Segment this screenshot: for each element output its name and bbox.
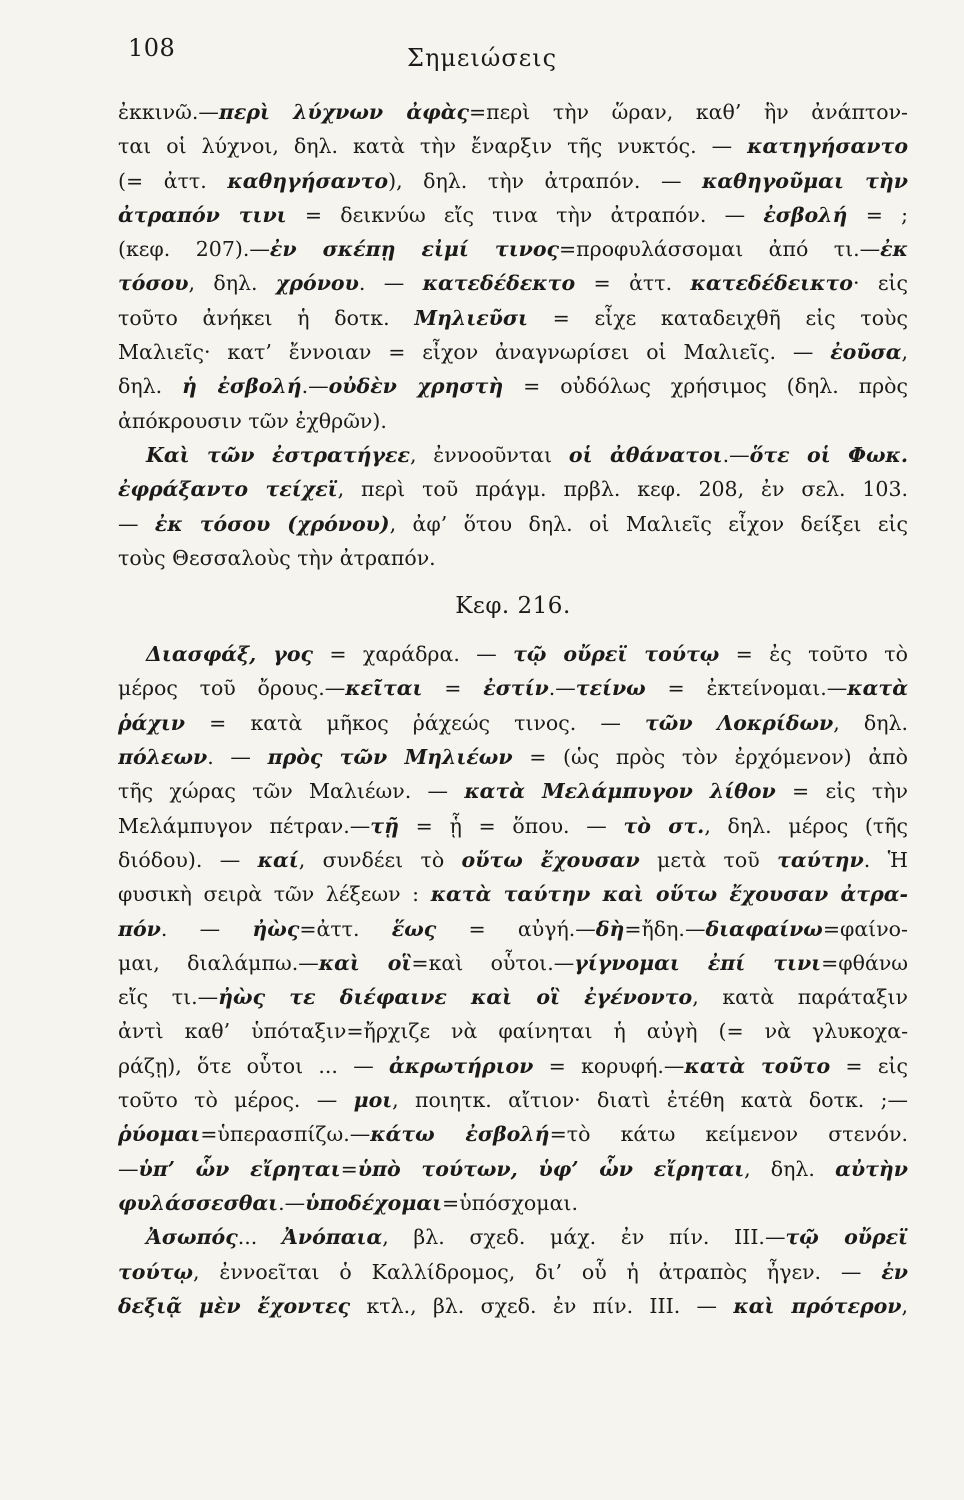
gloss-text: = κορυφή.— [533, 1053, 685, 1078]
gloss-text: (κεφ. 207).— [118, 237, 270, 262]
gloss-text: μετὰ τοῦ [639, 847, 778, 872]
lemma-term: κεῖται [345, 676, 423, 701]
lemma-term: ἠὼς τε διέφαινε καὶ οἳ ἐγένοντο [218, 985, 693, 1010]
gloss-text: = ἐς τοῦτο τὸ [719, 642, 908, 667]
gloss-text: . Ἡ [863, 847, 908, 872]
text-line [118, 335, 908, 369]
gloss-text: τῆς χώρας τῶν Μαλιέων. — [118, 779, 465, 804]
gloss-text: , δηλ. [188, 271, 276, 296]
lemma-term: Διασφάξ, γος [146, 642, 313, 667]
text-line [118, 369, 908, 403]
gloss-text: = ἀττ. [575, 271, 691, 296]
lemma-term: τούτῳ [118, 1259, 194, 1284]
gloss-text: , ἐννοεῖται ὁ Καλλίδρομος, δι’ οὗ ἡ ἀτραπὸς ἦγεν. — [193, 1259, 882, 1284]
lemma-term: δεξιᾷ μὲν ἔχοντες [118, 1293, 351, 1318]
gloss-text: . — [358, 271, 423, 296]
gloss-text: = δεικνύω εἴς τινα τὴν ἀτραπόν. — [286, 202, 764, 227]
text-line [118, 1117, 908, 1151]
text-line [118, 843, 908, 877]
lemma-term: ἐκ τόσου (χρόνου) [154, 511, 390, 536]
lemma-term: καθηγήσαντο [227, 168, 389, 193]
gloss-text: φυσικὴ σειρὰ τῶν λέξεων : [118, 882, 431, 907]
lemma-term: καὶ οἳ [318, 950, 412, 975]
lemma-term: ὅτε οἱ Φωκ. [749, 442, 908, 467]
gloss-text: τοῦτο ἀνήκει ἡ δοτκ. [118, 305, 415, 330]
gloss-text: =ἤδη.— [624, 916, 706, 941]
gloss-text: = αὐγή.— [436, 916, 596, 941]
gloss-text: ἀντὶ καθ’ ὑπόταξιν=ἤρχιζε νὰ φαίνηται ἡ αὐγὴ (= νὰ γλυκοχα- [118, 1019, 908, 1044]
lemma-term: πρὸς τῶν Μηλιέων [267, 745, 513, 770]
gloss-text: = ἐκτείνομαι.— [645, 676, 848, 701]
gloss-text: κτλ., βλ. σχεδ. ἐν πίν. III. — [350, 1293, 734, 1318]
gloss-text: =περὶ τὴν ὥραν, καθ’ ἣν ἀνάπτον- [468, 100, 908, 124]
gloss-text: μαι, διαλάμπω.— [118, 950, 319, 975]
lemma-term: κατὰ ταύτην καὶ οὕτω ἔχουσαν ἀτρα- [430, 882, 908, 907]
text-line [118, 404, 908, 438]
section-heading [118, 575, 908, 637]
gloss-text: , δηλ. μέρος (τῆς [704, 813, 908, 838]
gloss-text: τοῦτο τὸ μέρος. — [118, 1088, 354, 1113]
lemma-term: οὐδὲν χρηστὴ [328, 374, 504, 399]
gloss-text: = ; [847, 202, 908, 227]
text-line [118, 671, 908, 705]
lemma-term: κατεδέδεκτο [422, 271, 576, 296]
gloss-text: — [118, 1156, 139, 1181]
gloss-text: ἀπόκρουσιν τῶν ἐχθρῶν). [118, 408, 387, 433]
lemma-term: οὕτω ἔχουσαν [461, 847, 640, 872]
lemma-term: Ἀσωπός [146, 1225, 238, 1250]
gloss-text: . — [207, 745, 268, 770]
gloss-text: ται οἱ λύχνοι, δηλ. κατὰ τὴν ἔναρξιν τῆς νυκτός. — [118, 134, 748, 159]
gloss-text: ἐκκινῶ.— [118, 100, 219, 124]
lemma-term: καὶ πρότερον [733, 1293, 902, 1318]
gloss-text: , [901, 1293, 908, 1318]
text-line [118, 266, 908, 300]
gloss-text: = κατὰ μῆκος ῥάχεώς τινος. — [185, 710, 646, 735]
gloss-text: ... [237, 1225, 282, 1250]
lemma-term: κατηγήσαντο [747, 134, 908, 159]
gloss-text: =ἀττ. [299, 916, 392, 941]
lemma-term: ἐκ [880, 237, 908, 262]
lemma-term: κατὰ τοῦτο [684, 1053, 831, 1078]
lemma-term: ὑπὸ τούτων, ὑφ’ ὧν εἴρηται [357, 1156, 745, 1181]
lemma-term: ῥάχιν [118, 710, 186, 735]
gloss-text: =ὑπερασπίζω.— [200, 1122, 371, 1147]
text-line [118, 1152, 908, 1186]
text-line [118, 1289, 908, 1323]
lemma-term: ἐφράξαντο τείχεϊ [118, 477, 338, 502]
text-line [118, 809, 908, 843]
text-line [118, 1220, 908, 1254]
gloss-text: ), δηλ. τὴν ἀτραπόν. — [388, 168, 703, 193]
gloss-text: μέρος τοῦ ὄρους.— [118, 676, 346, 701]
text-line [118, 507, 908, 541]
lemma-term: τῷ οὔρεϊ τούτῳ [513, 642, 720, 667]
lemma-term: ὑποδέχομαι [305, 1190, 443, 1215]
lemma-term: φυλάσσεσθαι [118, 1190, 279, 1215]
lemma-term: ἐοῦσα [830, 340, 902, 365]
text-line [118, 774, 908, 808]
gloss-text: τοὺς Θεσσαλοὺς τὴν ἀτραπόν. [118, 545, 436, 570]
gloss-text: .— [278, 1190, 306, 1215]
lemma-term: αὐτὴν [835, 1156, 908, 1181]
gloss-text: διόδου). — [118, 847, 258, 872]
text-line [118, 637, 908, 671]
gloss-text: Μελάμπυγον πέτραν.— [118, 813, 371, 838]
lemma-term: ἠὼς [252, 916, 300, 941]
text-line [118, 438, 908, 472]
text-line [118, 877, 908, 911]
text-line [118, 164, 908, 198]
lemma-term: τῶν Λοκρίδων [645, 710, 834, 735]
gloss-text: , ἀφ’ ὅτου δηλ. οἱ Μαλιεῖς εἶχον δείξει εἰς [389, 511, 908, 536]
page-number: 108 [128, 34, 176, 62]
notes-body [118, 95, 908, 1323]
gloss-text: =φθάνω [821, 950, 908, 975]
text-line [118, 1083, 908, 1117]
text-line [118, 740, 908, 774]
text-line [118, 472, 908, 506]
text-line [118, 198, 908, 232]
lemma-term: μοι [353, 1088, 393, 1113]
lemma-term: κατεδέδεικτο [690, 271, 853, 296]
lemma-term: τόσου [118, 271, 189, 296]
text-line [118, 1049, 908, 1083]
text-line [118, 946, 908, 980]
lemma-term: τείνω [575, 676, 646, 701]
gloss-text: = εἰς [830, 1053, 908, 1078]
gloss-text: δηλ. [118, 374, 183, 399]
lemma-term: ῥύομαι [118, 1122, 201, 1147]
text-line [118, 541, 908, 575]
gloss-text: = [422, 676, 484, 701]
lemma-term: ταύτην [777, 847, 864, 872]
lemma-term: πόν [118, 916, 161, 941]
lemma-term: κατὰ [847, 676, 908, 701]
gloss-text: . — [160, 916, 253, 941]
gloss-text: = εἶχε καταδειχθῆ εἰς τοὺς [527, 305, 908, 330]
text-line [118, 1255, 908, 1289]
gloss-text: , βλ. σχεδ. μάχ. ἐν πίν. III.— [382, 1225, 786, 1250]
lemma-term: τῷ οὔρεϊ [785, 1225, 908, 1250]
lemma-term: τῇ [370, 813, 399, 838]
lemma-term: καθηγοῦμαι τὴν [702, 168, 908, 193]
lemma-term: διαφαίνω [705, 916, 823, 941]
lemma-term: ἀτραπόν τινι [118, 202, 287, 227]
gloss-text: = (ὡς πρὸς τὸν ἐρχόμενον) ἀπὸ [512, 745, 908, 770]
lemma-term: ἐν σκέπῃ εἰμί τινος [269, 237, 559, 262]
text-line [118, 129, 908, 163]
gloss-text: ράζῃ), ὅτε οὗτοι ... — [118, 1053, 389, 1078]
text-line [118, 1014, 908, 1048]
lemma-term: ἐν [881, 1259, 908, 1284]
gloss-text: =ὑπόσχομαι. [442, 1190, 578, 1215]
gloss-text: = οὐδόλως χρήσιμος (δηλ. πρὸς [503, 374, 908, 399]
lemma-term: γίγνομαι ἐπί τινι [574, 950, 822, 975]
gloss-text: , περὶ τοῦ πράγμ. πρβλ. κεφ. 208, ἐν σελ. 103. [337, 477, 908, 502]
lemma-term: Καὶ τῶν ἐστρατήγεε [146, 442, 410, 467]
lemma-term: ὑπ’ ὧν εἴρηται [138, 1156, 341, 1181]
lemma-term: ἀκρωτήριον [388, 1053, 534, 1078]
lemma-term: Μηλιεῦσι [414, 305, 528, 330]
lemma-term: ἐσβολή [763, 202, 848, 227]
lemma-term: πόλεων [118, 745, 208, 770]
lemma-term: ἐστίν [483, 676, 549, 701]
text-line [118, 912, 908, 946]
lemma-term: καί [257, 847, 299, 872]
gloss-text: , [901, 340, 908, 365]
lemma-term: ἡ ἐσβολή [182, 374, 302, 399]
gloss-text: =τὸ κάτω κείμενον στενόν. [549, 1122, 908, 1147]
lemma-term: Ἀνόπαια [281, 1225, 383, 1250]
gloss-text: , δηλ. [833, 710, 908, 735]
gloss-text: Κεφ. 216. [455, 593, 571, 620]
gloss-text: , συνδέει τὸ [298, 847, 462, 872]
lemma-term: κατὰ Μελάμπυγον λίθον [464, 779, 776, 804]
gloss-text: · εἰς [852, 271, 908, 296]
gloss-text: .— [548, 676, 576, 701]
text-line [118, 706, 908, 740]
lemma-term: περὶ λύχνων ἀφὰς [218, 100, 469, 124]
text-line [118, 301, 908, 335]
gloss-text: = εἰς τὴν [775, 779, 908, 804]
gloss-text: εἴς τι.— [118, 985, 219, 1010]
gloss-text: =προφυλάσσομαι ἀπό τι.— [559, 237, 881, 262]
gloss-text: Μαλιεῖς· κατ’ ἔννοιαν = εἶχον ἀναγνωρίσει οἱ Μαλιεῖς. — [118, 340, 831, 365]
text-line [118, 95, 908, 129]
page-header [0, 34, 964, 74]
lemma-term: ἕως [391, 916, 437, 941]
gloss-text: — [118, 511, 155, 536]
lemma-term: τὸ στ. [623, 813, 705, 838]
running-head: Σημειώσεις [406, 44, 558, 72]
gloss-text: .— [722, 442, 750, 467]
gloss-text: , δηλ. [744, 1156, 836, 1181]
gloss-text: =φαίνο- [822, 916, 908, 941]
lemma-term: χρόνου [275, 271, 359, 296]
lemma-term: κάτω ἐσβολή [370, 1122, 550, 1147]
gloss-text: = χαράδρα. — [313, 642, 514, 667]
gloss-text: , ποιητκ. αἴτιον· διατὶ ἐτέθη κατὰ δοτκ. ;— [392, 1088, 908, 1113]
gloss-text: .— [301, 374, 329, 399]
gloss-text: = [340, 1156, 358, 1181]
text-line [118, 1186, 908, 1220]
gloss-text: , ἐννοοῦνται [409, 442, 569, 467]
gloss-text: = ᾗ = ὅπου. — [398, 813, 624, 838]
lemma-term: δὴ [595, 916, 625, 941]
text-line [118, 980, 908, 1014]
gloss-text: =καὶ οὗτοι.— [411, 950, 575, 975]
gloss-text: , κατὰ παράταξιν [692, 985, 908, 1010]
text-line [118, 232, 908, 266]
gloss-text: (= ἀττ. [118, 168, 228, 193]
lemma-term: οἱ ἀθάνατοι [568, 442, 723, 467]
